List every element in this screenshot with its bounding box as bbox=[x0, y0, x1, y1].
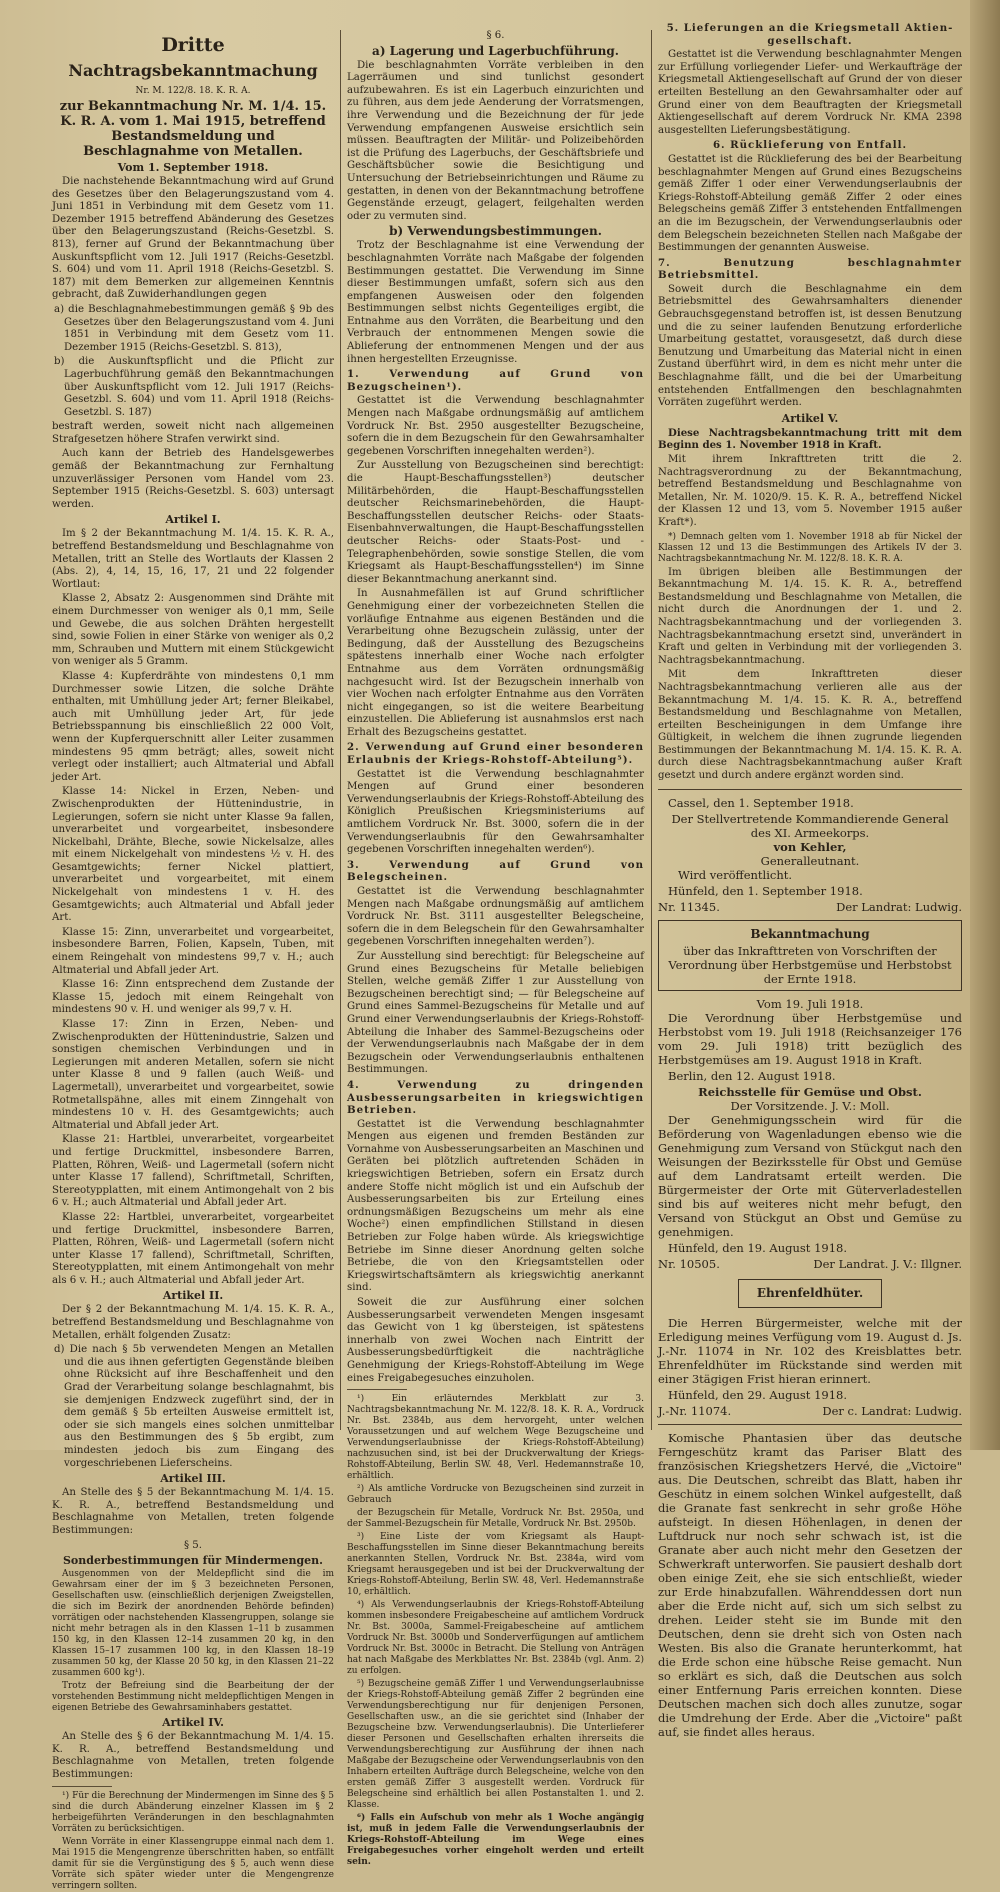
footnote: ²) Als amtliche Vordrucke von Bezugscheinen sind zurzeit in Gebrauch bbox=[347, 1484, 644, 1506]
section-text: Trotz der Befreiung sind die Bearbeitung der der vorstehenden Bestimmung nicht meldepflichtigen Mengen in eigenen Betriebe des Gewahrsaminhabers gestattet. bbox=[52, 1681, 334, 1714]
date-line: Vom 1. September 1918. bbox=[117, 161, 269, 174]
document-number: Nr. 11345. bbox=[658, 899, 720, 914]
document-number: Nr. 10505. bbox=[658, 1256, 720, 1271]
page-edge bbox=[970, 0, 1000, 1450]
klasse-paragraph: Klasse 21: Hartblei, unverarbeitet, vorgearbeitet und fertige Druckmittel, insbesondere Barren, Platten, Röhren, Weiß- und Lagermetall (sofern nicht unter Klasse 17 fallend), Schriftmetall, Schriften, Stereotypplatten, mit einem Antimongehalt von 2 bis 6 v. H.; auch Altmaterial und Abfall jeder Art. bbox=[52, 1134, 334, 1209]
publication-place: Hünfeld, den 1. September 1918. bbox=[668, 883, 863, 898]
notice-place: Berlin, den 12. August 1918. bbox=[668, 1068, 836, 1083]
section-text: Trotz der Beschlagnahme ist eine Verwendung der beschlagnahmten Vorräte nach Maßgabe der folgenden Bestimmungen gestattet. Die Verwendung im Sinne dieser Bestimmungen umfaßt, sofern sich aus den empfangenen Ausweisen oder den folgenden Bestimmungen selbst nichts Gegenteiliges ergibt, die Entnahme aus den Vorräten, die Bearbeitung und den Verbrauch der entnommenen Mengen sowie die Ablieferung der entnommenen Mengen und der aus ihnen hergestellten Erzeugnisse. bbox=[347, 240, 644, 365]
section-text: Gestattet ist die Rücklieferung des bei der Bearbeitung beschlagnahmter Mengen auf Grund eines Bezugscheins gemäß Ziffer 1 oder einer Verwendungserlaubnis der Kriegs-Rohstoff-Abteilung gemäß Ziffer 2 oder eines Belegscheins gemäß Ziffer 3 entstehenden Entfallmengen an die im Bezugschein, der Verwendungserlaubnis oder dem Belegschein bezeichneten Stellen nach Maßgabe der Bestimmungen der genannten Ausweise. bbox=[658, 153, 962, 254]
footnote-rule bbox=[347, 1389, 407, 1390]
subtitle: zur Bekanntmachung Nr. M. 1/4. 15. K. R. A. vom 1. Mai 1915, betreffend Bestandsmeldung und Beschlagnahme von Metallen. bbox=[59, 99, 327, 159]
reference-number: Nr. M. 122/8. 18. K. R. A. bbox=[135, 86, 251, 96]
column-left bbox=[52, 30, 334, 1891]
footnote: *) Demnach gelten vom 1. November 1918 ab für Nickel der Klassen 12 und 13 die Bestimmungen des Artikels IV der 3. Nachtragsbekanntmachung Nr. M. 122/8. 18. K. R. A. bbox=[658, 531, 962, 564]
article-item: d) Die nach § 5b verwendeten Mengen an Metallen und die aus ihnen gefertigten Gegenstände bleiben ohne Rücksicht auf ihre Beschaffenheit und den Grad der Verarbeitung solange beschlagnahmt, bis sie demjenigen Endzweck zugeführt sind, der in dem gemäß § 5b erteilten Ausweise ermittelt ist, oder sie sich mangels eines solchen unmittelbar aus den Bestimmungen des § 5b ergibt, zum mindesten jedoch bis zum Eingang des vorgeschriebenen Lieferscheins. bbox=[54, 1344, 334, 1469]
article-text: An Stelle des § 5 der Bekanntmachung M. 1/4. 15. K. R. A., betreffend Bestandsmeldung und Beschlagnahme von Metallen, treten folgende Bestimmungen: bbox=[52, 1487, 334, 1536]
penalty-paragraph: bestraft werden, soweit nicht nach allgemeinen Strafgesetzen höhere Strafen verwirkt sind. bbox=[52, 421, 334, 445]
notice-text: Der Genehmigungsschein wird für die Beförderung von Wagenladungen ebenso wie die Genehmigung zum Versand von Stückgut nach den Weisungen der Bezirksstelle für Obst und Gemüse auf dem Landratsamt erteilt werden. Die Bürgermeister der Orte mit Güterverladestellen sind bis auf weiteres nicht mehr befugt, den Versand von Stückgut an Obst und Gemüse zu genehmigen. bbox=[658, 1112, 962, 1239]
footnote: ³) Eine Liste der vom Kriegsamt als Haupt-Beschaffungsstellen im Sinne dieser Bekanntmachung bereits anerkannten Stellen, Vordruck Nr. Bst. 2384a, wird vom Kriegsamt herausgegeben und ist bei der Druckverwaltung der Kriegs-Rohstoff-Abteilung, Berlin SW. 48, Verl. Hedemannstraße 10, erhältlich. bbox=[347, 1532, 644, 1598]
article-text: An Stelle des § 6 der Bekanntmachung M. 1/4. 15. K. R. A., betreffend Bestandsmeldung und Beschlagnahme von Metallen, treten folgende Bestimmungen: bbox=[52, 1731, 334, 1780]
notice-footer bbox=[658, 1404, 962, 1418]
notice-date: Vom 19. Juli 1918. bbox=[756, 996, 864, 1011]
article-heading: Artikel V. bbox=[781, 411, 839, 425]
section-text: Gestattet ist die Verwendung beschlagnahmter Mengen nach Maßgabe ordnungsmäßig auf amtlichem Vordruck Nr. Bst. 2950 ausgestellter Bezugscheine, sofern die in dem Bezugschein für den Gewahrsamhalter gegebenen Vorschriften innegehalten werden²). bbox=[347, 395, 644, 457]
article-text: Mit dem Inkrafttreten dieser Nachtragsbekanntmachung verlieren alle aus der Bekanntmachung M. 1/4. 15. K. R. A., betreffend Bestandsmeldung und Beschlagnahme von Metallen, erteilten Bescheinigungen in dem Umfange ihre Gültigkeit, in welchem die ihnen zugrunde liegenden Bestimmungen der Bekanntmachung M. 1/4. 15. K. R. A. durch diese Nachtragsbekanntmachung außer Kraft gesetzt und durch andere ergänzt worden sind. bbox=[658, 669, 962, 782]
section-text: Ausgenommen von der Meldepflicht sind die im Gewahrsam einer der im § 3 bezeichneten Personen, Gesellschaften usw. (einschließlich derjenigen Zweigstellen, die sich im Bezirk der anordnenden Behörde befinden) vorrätigen oder nachstehenden Klassengruppen, solange sie nicht mehr betragen als in den Klassen 1–11 b zusammen 150 kg, in den Klassen 12–14 zusammen 20 kg, in den Klassen 15–17 zusammen 100 kg, in den Klassen 18–19 zusammen 50 kg, der Klasse 20 50 kg, in den Klassen 21–22 zusammen 600 kg¹). bbox=[52, 1569, 334, 1679]
article-text: Mit ihrem Inkrafttreten tritt die 2. Nachtragsverordnung zu der Bekanntmachung, betreffend Bestandsmeldung und Beschlagnahme von Metallen, Nr. M. 1020/9. 15. K. R. A., betreffend Nickel der Klassen 12 und 13, vom 5. November 1915 außer Kraft*). bbox=[658, 454, 962, 528]
subsection-title: 7. Benutzung beschlagnahmter Betriebsmittel. bbox=[658, 256, 962, 282]
separator bbox=[658, 1424, 962, 1425]
paragraph-number: § 5. bbox=[183, 1539, 203, 1551]
subsection-title: 2. Verwendung auf Grund einer besonderen Erlaubnis der Kriegs-Rohstoff-Abteilung⁵). bbox=[347, 741, 644, 767]
section-text: Soweit durch die Beschlagnahme ein dem Betriebsmittel des Gewahrsamhalters dienender Gebrauchsgegenstand betroffen ist, ist dessen Benutzung und die zu seiner laufenden Benutzung erforderliche Umarbeitung gestattet, vorausgesetzt, daß durch diese Benutzung und Umarbeitung das Material nicht in einen Zustand überführt wird, in dem es nicht mehr unter die Beschlagnahme fällt, und die bei der Umarbeitung entstehenden Entfallmengen den beschlagnahmten Vorräten zugeführt werden. bbox=[658, 283, 962, 409]
signature-name: von Kehler, bbox=[773, 839, 847, 854]
article-heading: Artikel I. bbox=[165, 513, 221, 527]
article-heading: Artikel III. bbox=[160, 1472, 226, 1486]
footnote-rule bbox=[52, 1786, 112, 1787]
signature-line: Der Stellvertretende Kommandierende General bbox=[671, 811, 949, 826]
footnote: ⁵) Bezugscheine gemäß Ziffer 1 und Verwendungserlaubnisse der Kriegs-Rohstoff-Abteilung gemäß Ziffer 2 begründen eine Verwendungsberechtigung nur für denjenigen Personen, Gesellschaften usw., an die sie gerichtet sind (Inhaber der Bezugscheine bzw. Verwendungserlaubnis). Die Unterlieferer dieser Personen und Gesellschaften erhalten ihrerseits die Verwendungsberechtigung zur Ausführung der ihnen nach Maßgabe der Bezugscheine oder Verwendungserlaubnis von den Inhabern erteilten Aufträge durch Belegscheine, welche von den ersten gemäß Ziffer 3 ausgestellt werden. Vordruck für Belegscheine sind erhältlich bei allen Postanstalten 1. und 2. Klasse. bbox=[347, 1679, 644, 1811]
column-middle bbox=[347, 30, 644, 1868]
signature-line: des XI. Armeekorps. bbox=[750, 825, 870, 840]
item-a: a) die Beschlagnahmebestimmungen gemäß § 9b des Gesetzes über den Belagerungszustand vom 4. Juni 1851 in Verbindung mit dem Gesetz vom 11. Dezember 1915 (Reichs-Gesetzbl. S. 813), bbox=[54, 303, 334, 353]
subsection-title: 5. Lieferungen an die Kriegsmetall Aktien-gesellschaft. bbox=[666, 22, 954, 47]
notice-subtitle: über das Inkrafttreten von Vorschriften der Verordnung über Herbstgemüse und Herbstobst der Ernte 1918. bbox=[668, 943, 952, 986]
subsection-title: 6. Rücklieferung von Entfall. bbox=[712, 139, 908, 152]
section-text: Gestattet ist die Verwendung beschlagnahmter Mengen zur Erfüllung vorliegender Liefer- und Werkaufträge der Kriegsmetall Aktiengesellschaft auf Grund der von dieser erteilten Bestellung an den Gewahrsamhalter oder auf Grund einer von dem Beauftragten der Kriegsmetall Aktiengesellschaft auf derem Vordruck Nr. KMA 2398 ausgestellten Lieferungsbestätigung. bbox=[658, 49, 962, 136]
publication-footer bbox=[658, 900, 962, 914]
section-text: Zur Ausstellung sind berechtigt: für Belegscheine auf Grund eines Bezugscheins für Metalle beliebigen Stellen, welche gemäß Ziffer 1 zur Ausstellung von Bezugscheinen berechtigt sind; — für Belegscheine auf Grund eines Sammel-Bezugscheins für Metalle und auf Grund einer Verwendungserlaubnis der Kriegs-Rohstoff-Abteilung die Inhaber des Sammel-Bezugscheins oder der Verwendungserlaubnis nach Maßgabe der in dem Bezugschein oder Verwendungserlaubnis enthaltenen Bestimmungen. bbox=[347, 950, 644, 1076]
notice-title: Bekanntmachung bbox=[750, 926, 870, 941]
place-date: Cassel, den 1. September 1918. bbox=[668, 795, 854, 810]
klasse-paragraph: Klasse 14: Nickel in Erzen, Neben- und Zwischenprodukten der Hüttenindustrie, in Legierungen, sofern sie nicht unter Klasse 9a fallen, unverarbeitet und vorgearbeitet, insbesondere Nickelbahl, Drähte, Bleche, sowie Nickelsalze, alles mit einem Nickelgehalt von mindestens ½ v. H. des Gesamtgewichts; ferner Nickel plattiert, unverarbeitet und vorgearbeitet, mit einem Nickelgehalt von mindestens 1 v. H. des Gesamtgewichts; auch Altmaterial und Abfall jeder Art. bbox=[52, 786, 334, 924]
notice-place: Hünfeld, den 19. August 1918. bbox=[668, 1240, 848, 1255]
footnote: der Bezugschein für Metalle, Vordruck Nr. Bst. 2950a, und der Sammel-Bezugschein für Metalle, Vordruck Nr. Bst. 2950b. bbox=[347, 1508, 644, 1530]
document-number: J.-Nr. 11074. bbox=[658, 1403, 732, 1418]
klasse-paragraph: Klasse 4: Kupferdrähte von mindestens 0,1 mm Durchmesser sowie Litzen, die solche Drähte enthalten, mit Umhüllung jeder Art; ferner Bleikabel, auch mit Umhüllung jeder Art, für jede Betriebsspannung bis einschließlich 22 000 Volt, wenn der Kupferquerschnitt aller Leiter zusammen mindestens 95 qmm beträgt; alles, soweit nicht verlegt oder installiert; auch Altmaterial und Abfall jeder Art. bbox=[52, 670, 334, 783]
item-b: b) die Auskunftspflicht und die Pflicht zur Lagerbuchführung gemäß den Bekanntmachungen über Auskunftspflicht vom 12. Juli 1917 (Reichs-Gesetzbl. S. 604) und vom 11. April 1918 (Reichs-Gesetzbl. S. 187) bbox=[54, 356, 334, 418]
notice-box bbox=[658, 920, 962, 991]
klasse-paragraph: Klasse 2, Absatz 2: Ausgenommen sind Drähte mit einem Durchmesser von weniger als 0,1 mm, Seile und Gewebe, die aus solchen Drähten hergestellt sind, sowie Folien in einer Stärke von weniger als 0,2 mm, Schrauben und Muttern mit einem Stückgewicht von weniger als 5 Gramm. bbox=[52, 593, 334, 668]
section-text: Gestattet ist die Verwendung beschlagnahmter Mengen aus eigenen und fremden Beständen zur Vornahme von Ausbesserungsarbeiten an Maschinen und Geräten bei plötzlich auftretenden Schäden in kriegswichtigen Betrieben, sofern ein Ersatz durch andere Stoffe nicht möglich ist und ein Aufschub der Ausbesserungsarbeiten bis zur Erteilung eines ordnungsmäßigen Bezugscheins um mehr als eine Woche²) einen empfindlichen Stillstand in diesen Betrieben zur Folge haben würde. Als kriegswichtige Betriebe im Sinne dieser Anordnung gelten solche Betriebe, die von den Kriegsamtstellen oder Kriegswirtschaftsämtern als kriegswichtig anerkannt sind. bbox=[347, 1118, 644, 1294]
signature-rank: Generalleutnant. bbox=[760, 853, 860, 868]
section-text: Gestattet ist die Verwendung beschlagnahmter Mengen auf Grund einer besonderen Verwendungserlaubnis der Kriegs-Rohstoff-Abteilung des Königlich Preußischen Kriegsministeriums auf amtlichem Vordruck Nr. Bst. 3000, sofern die in der Verwendungserlaubnis für den Gewahrsamhalter gegebenen Vorschriften innegehalten werden⁶). bbox=[347, 768, 644, 856]
separator bbox=[658, 789, 962, 790]
klasse-paragraph: Klasse 22: Hartblei, unverarbeitet, vorgearbeitet und fertige Druckmittel, insbesondere Barren, Platten, Röhren, Weiß- und Lagermetall (sofern nicht unter Klasse 17 fallend), Schriftmetall, Schriften, Stereotypplatten, mit einem Antimongehalt von mehr als 6 v. H.; auch Altmaterial und Abfall jeder Art. bbox=[52, 1211, 334, 1286]
title-dritte: Dritte bbox=[161, 34, 225, 56]
footnote: Wenn Vorräte in einer Klassengruppe einmal nach dem 1. Mai 1915 die Mengengrenze überschritten haben, so entfällt damit für sie die Vergünstigung des § 5, auch wenn diese Vorräte sich später wieder unter die Mengengrenze verringern sollten. bbox=[52, 1836, 334, 1891]
section-title: a) Lagerung und Lagerbuchführung. bbox=[372, 43, 619, 58]
column-rule bbox=[340, 30, 341, 1430]
klasse-paragraph: Klasse 17: Zinn in Erzen, Neben- und Zwischenprodukten der Hüttenindustrie, Salzen und sonstigen chemischen Verbindungen und in Legierungen mit anderen Metallen, sofern sie nicht unter Klasse 8 und 9 fallen (auch Weiß- und Lagermetall), unverarbeitet und vorgearbeitet, sowie Rotmetallspähne, alles mit einem Zinngehalt von mindestens 10 v. H. des Gesamtgewichts; auch Altmaterial und Abfall jeder Art. bbox=[52, 1019, 334, 1131]
notice-authority: Reichsstelle für Gemüse und Obst. bbox=[698, 1084, 922, 1099]
paragraph-number: § 6. bbox=[486, 30, 505, 41]
article-text: Im übrigen bleiben alle Bestimmungen der Bekanntmachung M. 1/4. 15. K. R. A., betreffend Bestandsmeldung und Beschlagnahme von Metallen, die nicht durch die Anordnungen der 1. und 2. Nachtragsbekanntmachung und der vorliegenden 3. Nachtragsbekanntmachung ersetzt sind, unverändert in Kraft und gelten in Verbindung mit der vorliegenden 3. Nachtragsbekanntmachung. bbox=[658, 566, 962, 666]
column-rule bbox=[651, 30, 652, 1430]
section-title: Sonderbestimmungen für Mindermengen. bbox=[62, 1554, 324, 1568]
footnote: ¹) Ein erläuterndes Merkblatt zur 3. Nachtragsbekanntmachung Nr. M. 122/8. 18. K. R. A., Vordruck Nr. Bst. 2384b, aus dem hervorgeht, unter welchen Voraussetzungen und auf welchem Wege Bezugscheine und Verwendungserlaubnisse der Kriegs-Rohstoff-Abteilung) nachzusuchen sind, ist bei der Druckverwaltung der Kriegs-Rohstoff-Abteilung, Berlin SW. 48, Verl. Hedemannstraße 10, erhältlich. bbox=[347, 1394, 644, 1482]
signature-landrat: Der Landrat: Ludwig. bbox=[836, 899, 962, 914]
notice-box bbox=[738, 1279, 882, 1308]
column-right bbox=[658, 22, 962, 1739]
notice-place: Hünfeld, den 29. August 1918. bbox=[668, 1387, 848, 1402]
section-text: Zur Ausstellung von Bezugscheinen sind berechtigt: die Haupt-Beschaffungsstellen³) deutscher Militärbehörden, die Haupt-Beschaffungsstellen deutscher Reichsmarinebehörden, die Haupt-Beschaffungsstellen deutscher Reichs- oder Staats-Eisenbahnverwaltungen, die Haupt-Beschaffungsstellen deutscher Reichs- oder Staats-Post- und -Telegraphenbehörden, sowie sonstige Stellen, die vom Kriegsamt als Haupt-Beschaffungsstellen⁴) im Sinne dieser Bekanntmachung anerkannt sind. bbox=[347, 460, 644, 585]
klasse-paragraph: Klasse 16: Zinn entsprechend dem Zustande der Klasse 15, jedoch mit einem Reingehalt von mindestens 90 v. H. und weniger als 99,7 v. H. bbox=[52, 979, 334, 1016]
footnote: ⁴) Als Verwendungserlaubnis der Kriegs-Rohstoff-Abteilung kommen insbesondere Freigabescheine auf amtlichem Vordruck Nr. Bst. 3000a, Sammel-Freigabescheine auf amtlichem Vordruck Nr. Bst. 3000b und Sonderverfügungen auf amtlichem Vordruck Nr. Bst. 3000c in Betracht. Die Stellung von Anträgen hat nach Maßgabe des Merkblattes Nr. Bst. 2384b (vgl. Anm. 2) zu erfolgen. bbox=[347, 1600, 644, 1677]
notice-text: Die Verordnung über Herbstgemüse und Herbstobst vom 19. Juli 1918 (Reichsanzeiger 176 vom 29. Juli 1918) tritt bezüglich des Herbstgemüses am 19. August 1918 in Kraft. bbox=[658, 1010, 962, 1067]
article-heading: Artikel II. bbox=[162, 1289, 224, 1303]
notice-signature: Der Vorsitzende. J. V.: Moll. bbox=[730, 1098, 890, 1113]
article-text: Diese Nachtragsbekanntmachung tritt mit dem Beginn des 1. November 1918 in Kraft. bbox=[658, 426, 962, 452]
footnote: ¹) Für die Berechnung der Mindermengen im Sinne des § 5 sind die durch Abänderung einzelner Klassen im § 2 herbeigeführten Veränderungen in den beschlagnahmten Vorräten zu berücksichtigen. bbox=[52, 1790, 334, 1834]
signature-landrat: Der c. Landrat: Ludwig. bbox=[822, 1403, 962, 1418]
subsection-title: 1. Verwendung auf Grund von Bezugscheinen¹). bbox=[347, 368, 644, 393]
article-text: Im § 2 der Bekanntmachung M. 1/4. 15. K. R. A., betreffend Bestandsmeldung und Beschlagnahme von Metallen, tritt an Stelle des Wortlauts der Klassen 2 (Abs. 2), 4, 14, 15, 16, 17, 21 und 22 folgender Wortlaut: bbox=[52, 528, 334, 590]
article-text: Der § 2 der Bekanntmachung M. 1/4. 15. K. R. A., betreffend Bestandsmeldung und Beschlagnahme von Metallen, erhält folgenden Zusatz: bbox=[52, 1304, 334, 1341]
notice-text: Die Herren Bürgermeister, welche mit der Erledigung meines Verfügung vom 19. August d. Js. J.-Nr. 11074 in Nr. 102 des Kreisblattes betr. Ehrenfeldhüter im Rückstande sind werden mit einer 3tägigen Frist hieran erinnert. bbox=[658, 1315, 962, 1386]
article-body bbox=[658, 1431, 962, 1739]
section-text: In Ausnahmefällen ist auf Grund schriftlicher Genehmigung einer der vorbezeichneten Stellen die vorläufige Entnahme aus eigenen Beständen und die Verarbeitung ohne Bezugschein zulässig, unter der Bedingung, daß der Ausstellung des Bezugscheins spätestens innerhalb einer Woche nach erfolgter Entnahme aus dem Vorräten ordnungsmäßig nachgesucht wird. Ist der Bezugschein innerhalb von vier Wochen nach erfolgter Entnahme aus den Vorräten nicht eingegangen, so ist die weitere Bearbeitung einzustellen. Die Ablieferung ist ausnahmslos erst nach Erhalt des Bezugscheins gestattet. bbox=[347, 588, 644, 738]
title-main: Nachtragsbekanntmachung bbox=[68, 61, 318, 80]
section-text: Soweit die zur Ausführung einer solchen Ausbesserungsarbeit verwendeten Mengen insgesamt das Gewicht von 1 kg übersteigen, ist spätestens innerhalb von zwei Wochen nach Eintritt der Ausbesserungsbedürftigkeit die nachträgliche Genehmigung der Kriegs-Rohstoff-Abteilung im Wege eines Freigabegesuches einzuholen. bbox=[347, 1297, 644, 1384]
subsection-title: 3. Verwendung auf Grund von Belegscheinen. bbox=[347, 858, 644, 884]
klasse-paragraph: Klasse 15: Zinn, unverarbeitet und vorgearbeitet, insbesondere Barren, Folien, Kapseln, Tuben, mit einem Reingehalt von mindestens 99,7 v. H.; auch Altmaterial und Abfall jeder Art. bbox=[52, 926, 334, 976]
article-heading: Artikel IV. bbox=[162, 1716, 224, 1730]
footnote: ⁶) Falls ein Aufschub von mehr als 1 Woche angängig ist, muß in jedem Falle die Verwendungserlaubnis der Kriegs-Rohstoff-Abteilung im Wege eines Freigabegesuches vorher eingeholt werden und erteilt sein. bbox=[347, 1813, 644, 1868]
article-text-span: Komische Phantasien über das deutsche Ferngeschütz kramt das Pariser Blatt des französischen Kriegshetzers Hervé, die „Victoire" aus. Die Deutschen, schreibt das Blatt, haben ihr Geschütz in einem solchen Winkel aufgestellt, daß die Granate fast senkrecht in sehr große Höhe aufsteigt. In diesen Höhenlagen, in denen der Luftdruck nur noch sehr schwach ist, ist die Granate aber auch nicht mehr den Gesetzen der Schwerkraft unterworfen. Sie pausiert deshalb dort oben einige Zeit, ehe sie sich entschließt, wieder zur Erde hinabzufallen. Währenddessen dort nun aber die Erde nicht auf, sich um sich selbst zu drehen. Leider steht sie im Bunde mit den Deutschen, denn sie dreht sich von Osten nach Westen. Bis also die Granate herunterkommt, hat die Erde schon eine hübsche Reise gemacht. Nun so erklärt es sich, daß die Deutschen aus solch einer Entfernung Paris erreichen konnten. Diese Deutschen machen sich doch alles zunutze, sogar die Umdrehung der Erde. Aber die „Victoire" paßt auf, sie findet alles heraus. bbox=[658, 1430, 962, 1739]
subsection-title: 4. Verwendung zu dringenden Ausbesserungsarbeiten in kriegswichtigen Betrieben. bbox=[347, 1078, 644, 1117]
section-text: Die beschlagnahmten Vorräte verbleiben in den Lagerräumen und sind tunlichst gesondert aufzubewahren. Es ist ein Lagerbuch einzurichten und zu führen, aus dem jede Aenderung der Vorratsmengen, ihre Verwendung und die Bezeichnung der für jede Verwendung empfangenen Ausweise ersichtlich sein müssen. Beauftragten der Militär- und Polizeibehörden ist die Prüfung des Lagerbuchs, der Geschäftsbriefe und Geschäftsbücher sowie die Besichtigung und Untersuchung der Betriebseinrichtungen und Räume zu gestatten, in denen von der Bekanntmachung betroffene Gegenstände erzeugt, gelagert, feilgehalten werden oder zu vermuten sind. bbox=[347, 59, 644, 222]
also-paragraph: Auch kann der Betrieb des Handelsgewerbes gemäß der Bekanntmachung zur Fernhaltung unzuverlässiger Personen vom Handel vom 23. September 1915 (Reichs-Gesetzbl. S. 603) untersagt werden. bbox=[52, 448, 334, 510]
section-title: b) Verwendungsbestimmungen. bbox=[389, 224, 602, 239]
publication-note: Wird veröffentlicht. bbox=[678, 867, 793, 882]
intro-paragraph: Die nachstehende Bekanntmachung wird auf Grund des Gesetzes über den Belagerungszustand vom 4. Juni 1851 in Verbindung mit dem Gesetz vom 11. Dezember 1915 betreffend Abänderung des Gesetzes über den Belagerungszustand (Reichs-Gesetzbl. S. 813), ferner auf Grund der Bekanntmachung über Auskunftspflicht vom 12. Juli 1917 (Reichs-Gesetzbl. S. 604) und vom 11. April 1918 (Reichs-Gesetzbl. S. 187) mit dem Bemerken zur allgemeinen Kenntnis gebracht, daß Zuwiderhandlungen gegen bbox=[52, 176, 334, 301]
section-text: Gestattet ist die Verwendung beschlagnahmter Mengen nach Maßgabe ordnungsmäßig auf amtlichem Vordruck Nr. Bst. 3111 ausgestellter Belegscheine, sofern die in dem Belegschein für den Gewahrsamhalter gegebenen Vorschriften innegehalten werden⁷). bbox=[347, 886, 644, 948]
notice-footer bbox=[658, 1257, 962, 1271]
notice-title: Ehrenfeldhüter. bbox=[756, 1285, 864, 1300]
signature-landrat: Der Landrat. J. V.: Illgner. bbox=[813, 1256, 962, 1271]
